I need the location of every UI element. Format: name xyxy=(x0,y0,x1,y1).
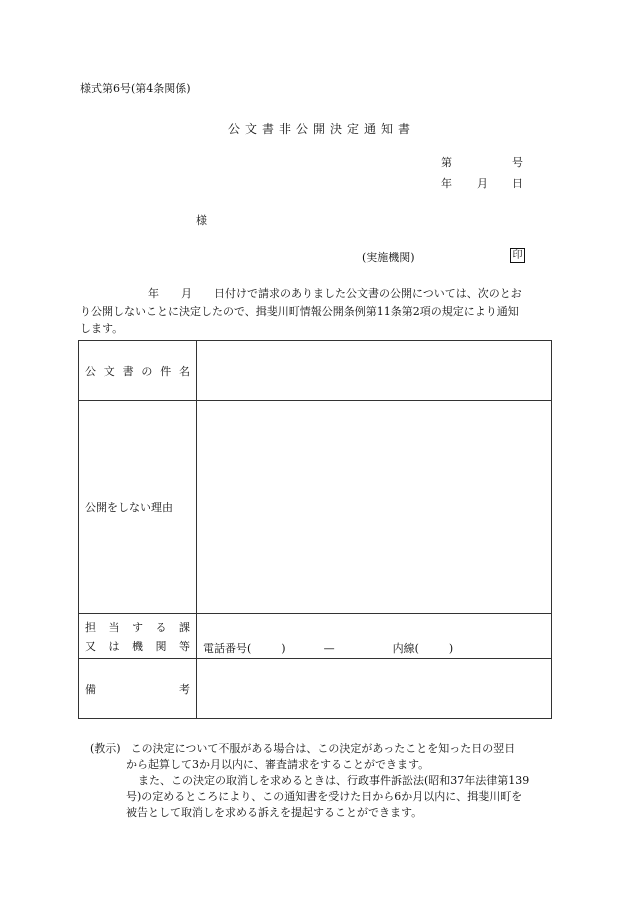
intro-paragraph xyxy=(80,285,522,338)
document-title: 公文書非公開決定通知書 xyxy=(228,122,416,136)
label-document-name: 公 文 書 の 件 名 xyxy=(79,341,197,401)
field-remarks[interactable] xyxy=(197,659,552,719)
row-remarks xyxy=(79,659,552,719)
doc-number-dai: 第 xyxy=(441,156,452,169)
field-department[interactable] xyxy=(197,614,552,659)
addressee-suffix: 様 xyxy=(196,214,207,227)
form-table xyxy=(78,340,552,719)
agency-label: (実施機関) xyxy=(362,251,415,264)
row-document-name xyxy=(79,341,552,401)
date-month: 月 xyxy=(477,177,488,190)
field-document-name[interactable] xyxy=(197,341,552,401)
notice-block: (教示) この決定について不服がある場合は、この決定があったことを知った日の翌日 から起算して3か月以内に、審査請求をすることができます。 また、この決定の取消しを求めるときは、行政事件訴訟法(昭和37年法律第139 号)の定めるところにより、この通知書を受けた日から6か月以内に、揖斐川町を 被告として取消しを求める訴えを提起することができます。 xyxy=(90,742,530,819)
label-reason: 公開をしない理由 xyxy=(79,401,197,614)
intro-line3: します。 xyxy=(80,322,124,335)
row-department xyxy=(79,614,552,659)
label-remarks: 備 考 xyxy=(79,659,197,719)
label-department: 担 当 す る 課 又 は 機 関 等 xyxy=(79,614,197,659)
field-reason[interactable] xyxy=(197,401,552,614)
date-day: 日 xyxy=(512,177,523,190)
phone-line: 電話番号( ) — 内線( ) xyxy=(203,642,454,655)
intro-line1: 年 月 日付けで請求のありました公文書の公開については、次のとお xyxy=(148,287,522,300)
seal-mark: 印 xyxy=(510,248,525,263)
row-reason xyxy=(79,401,552,614)
doc-number-go: 号 xyxy=(512,156,523,169)
intro-line2: り公開しないことに決定したので、揖斐川町情報公開条例第11条第2項の規定により通知 xyxy=(80,304,519,318)
form-number: 様式第6号(第4条関係) xyxy=(80,82,191,95)
notice-label: (教示) xyxy=(90,742,121,755)
date-year: 年 xyxy=(441,177,452,190)
